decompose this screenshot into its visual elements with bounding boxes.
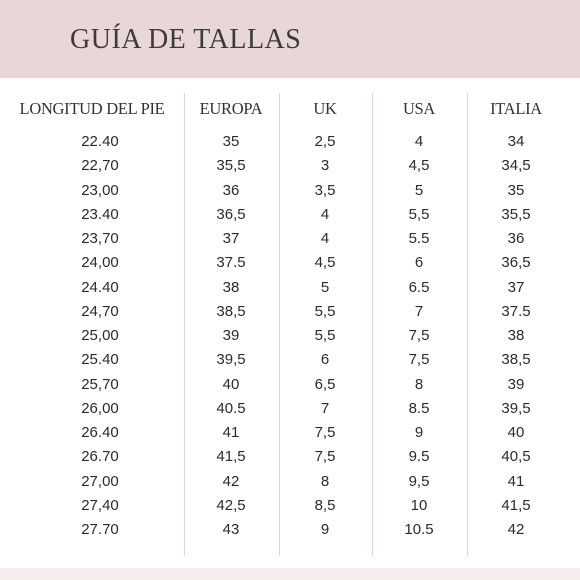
italy-size-cell: 41,5: [501, 496, 531, 514]
europe-size-cell: 35,5: [216, 157, 246, 175]
column-header-usa: USA: [402, 99, 436, 118]
table-row: [0, 130, 580, 154]
italy-size-cell: 34: [507, 133, 525, 150]
italy-size-cell: 37: [507, 278, 525, 296]
europe-size-cell: 42: [222, 472, 240, 490]
foot-length-cell: 26,00: [81, 399, 119, 417]
foot-length-cell: 24,70: [81, 302, 119, 320]
usa-size-cell: 10.5: [404, 521, 434, 538]
europe-size-cell: 43: [222, 521, 240, 538]
europe-size-cell: 38,5: [216, 302, 246, 320]
foot-length-cell: 23,70: [81, 230, 119, 247]
uk-size-cell: 5,5: [314, 302, 336, 320]
uk-size-cell: 3: [320, 157, 330, 175]
column-header-uk: UK: [313, 99, 337, 118]
usa-size-cell: 6: [414, 254, 424, 272]
table-row: [0, 324, 580, 348]
italy-size-cell: 40: [507, 424, 525, 441]
usa-size-cell: 8: [414, 375, 424, 393]
europe-size-cell: 41,5: [216, 448, 246, 466]
table-row: [0, 154, 580, 178]
italy-size-cell: 39: [507, 375, 525, 393]
usa-size-cell: 9,5: [408, 472, 430, 490]
foot-length-cell: 27.70: [81, 521, 119, 538]
table-row: [0, 203, 580, 227]
foot-length-cell: 25,70: [81, 375, 119, 393]
table-row: [0, 179, 580, 203]
europe-size-cell: 40: [222, 375, 240, 393]
uk-size-cell: 8: [320, 472, 330, 490]
italy-size-cell: 36,5: [501, 254, 531, 272]
italy-size-cell: 35: [507, 181, 525, 199]
table-row: [0, 348, 580, 372]
foot-length-cell: 26.40: [81, 424, 119, 441]
foot-length-cell: 26.70: [81, 448, 119, 466]
usa-size-cell: 5,5: [408, 205, 430, 223]
table-row: [0, 276, 580, 300]
europe-size-cell: 37.5: [216, 254, 246, 272]
uk-size-cell: 3,5: [314, 181, 336, 199]
page-title: GUÍA DE TALLAS: [70, 24, 302, 55]
usa-size-cell: 8.5: [408, 399, 430, 417]
italy-size-cell: 37.5: [501, 302, 531, 320]
uk-size-cell: 6,5: [314, 375, 336, 393]
usa-size-cell: 10: [410, 496, 428, 514]
uk-size-cell: 2,5: [314, 133, 336, 150]
italy-size-cell: 36: [507, 230, 525, 247]
europe-size-cell: 39,5: [216, 351, 246, 369]
uk-size-cell: 7,5: [314, 448, 336, 466]
uk-size-cell: 5: [320, 278, 330, 296]
foot-length-cell: 22.40: [81, 133, 119, 150]
foot-length-cell: 25.40: [81, 351, 119, 369]
uk-size-cell: 4: [320, 205, 330, 223]
usa-size-cell: 7: [414, 302, 424, 320]
table-row: [0, 494, 580, 518]
table-row: [0, 373, 580, 397]
table-row: [0, 397, 580, 421]
uk-size-cell: 4,5: [314, 254, 336, 272]
europe-size-cell: 37: [222, 230, 240, 247]
uk-size-cell: 9: [320, 521, 330, 538]
usa-size-cell: 7,5: [408, 327, 430, 344]
europe-size-cell: 42,5: [216, 496, 246, 514]
usa-size-cell: 4: [414, 133, 424, 150]
column-header-foot-length: LONGITUD DEL PIE: [19, 99, 165, 118]
italy-size-cell: 40,5: [501, 448, 531, 466]
italy-size-cell: 41: [507, 472, 525, 490]
europe-size-cell: 40.5: [216, 399, 246, 417]
foot-length-cell: 23,00: [81, 181, 119, 199]
table-row: [0, 445, 580, 469]
foot-length-cell: 27,00: [81, 472, 119, 490]
europe-size-cell: 36: [222, 181, 240, 199]
header-band: [0, 0, 580, 78]
uk-size-cell: 8,5: [314, 496, 336, 514]
foot-length-cell: 23.40: [81, 205, 119, 223]
table-row: [0, 518, 580, 542]
usa-size-cell: 9: [414, 424, 424, 441]
foot-length-cell: 24.40: [81, 278, 119, 296]
usa-size-cell: 9.5: [408, 448, 430, 466]
europe-size-cell: 35: [222, 133, 240, 150]
table-row: [0, 421, 580, 445]
uk-size-cell: 4: [320, 230, 330, 247]
europe-size-cell: 36,5: [216, 205, 246, 223]
column-header-italy: ITALIA: [490, 99, 542, 118]
italy-size-cell: 38: [507, 327, 525, 344]
table-row: [0, 300, 580, 324]
foot-length-cell: 24,00: [81, 254, 119, 272]
europe-size-cell: 38: [222, 278, 240, 296]
italy-size-cell: 34,5: [501, 157, 531, 175]
italy-size-cell: 39,5: [501, 399, 531, 417]
table-row: [0, 470, 580, 494]
uk-size-cell: 5,5: [314, 327, 336, 344]
usa-size-cell: 5.5: [408, 230, 430, 247]
table-row: [0, 227, 580, 251]
foot-length-cell: 22,70: [81, 157, 119, 175]
uk-size-cell: 6: [320, 351, 330, 369]
usa-size-cell: 4,5: [408, 157, 430, 175]
table-row: [0, 251, 580, 275]
italy-size-cell: 42: [507, 521, 525, 538]
uk-size-cell: 7,5: [314, 424, 336, 441]
foot-length-cell: 25,00: [81, 327, 119, 344]
column-header-europe: EUROPA: [199, 99, 263, 118]
usa-size-cell: 6.5: [408, 278, 430, 296]
europe-size-cell: 39: [222, 327, 240, 344]
italy-size-cell: 38,5: [501, 351, 531, 369]
size-table-body: [0, 130, 580, 542]
usa-size-cell: 5: [414, 181, 424, 199]
uk-size-cell: 7: [320, 399, 330, 417]
italy-size-cell: 35,5: [501, 205, 531, 223]
europe-size-cell: 41: [222, 424, 240, 441]
foot-length-cell: 27,40: [81, 496, 119, 514]
footer-band: [0, 568, 580, 580]
usa-size-cell: 7,5: [408, 351, 430, 369]
